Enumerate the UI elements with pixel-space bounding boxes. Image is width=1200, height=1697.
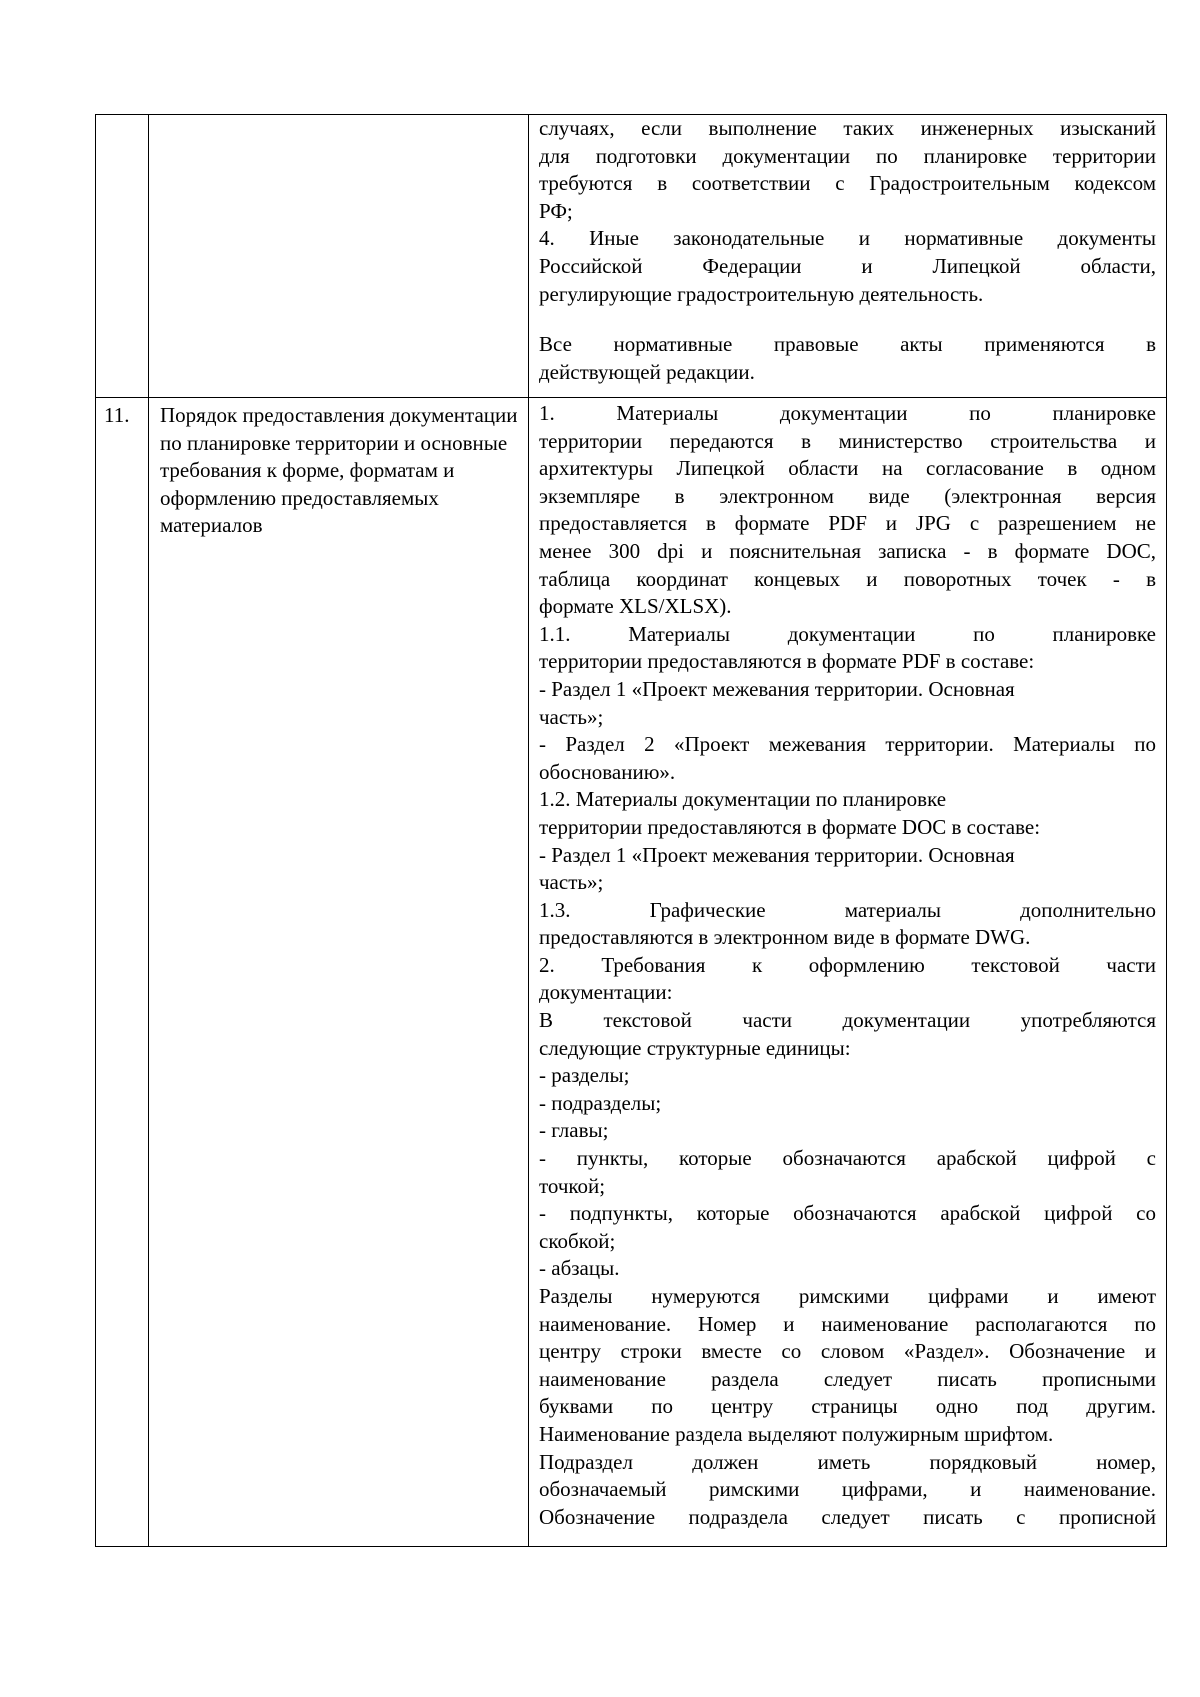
requirement-content [529,115,1167,398]
requirement-name [149,115,529,398]
content-line: - Раздел 1 «Проект межевания территории. Основная [539,842,1015,867]
content-line: Наименование раздела выделяют полужирным шрифтом. [539,1421,1054,1446]
content-line: наименование. Номер и наименование располагаются по [539,1311,1156,1336]
content-line: следующие структурные единицы: [539,1035,851,1060]
row-number: 11. [96,398,149,1547]
content-line: предоставляются в электронном виде в формате DWG. [539,925,1031,950]
table-row [96,398,1167,1547]
content-line: предоставляется в формате PDF и JPG с разрешением не [539,511,1156,536]
content-line: - главы; [539,1118,609,1143]
content-line: центру строки вместе со словом «Раздел». Обозначение и [539,1339,1156,1364]
content-line: 4. Иные законодательные и нормативные документы [539,226,1156,251]
content-line: - подразделы; [539,1090,662,1115]
content-line: - подпункты, которые обозначаются арабской цифрой со [539,1201,1156,1226]
requirement-name: Порядок предоставления документации по планировке территории и основные требования к форме, форматам и оформлению предоставляемых материалов [149,398,529,1547]
content-line: - разделы; [539,1063,630,1088]
content-line: для подготовки документации по планировке территории [539,143,1156,168]
content-line: обозначаемый римскими цифрами, и наименование. [539,1477,1156,1502]
content-line: территории передаются в министерство строительства и [539,428,1156,453]
table-row [96,115,1167,398]
content-line: регулирующие градостроительную деятельность. [539,281,984,306]
content-line: формате XLS/XLSX). [539,594,732,619]
content-line: - Раздел 1 «Проект межевания территории. Основная [539,676,1015,701]
content-line: Обозначение подраздела следует писать с прописной [539,1504,1156,1529]
content-line: буквами по центру страницы одно под другим. [539,1394,1156,1419]
content-line: часть»; [539,704,604,729]
content-line: архитектуры Липецкой области на согласование в одном [539,456,1156,481]
content-line: Все нормативные правовые акты применяются в [539,332,1156,357]
content-line: скобкой; [539,1228,616,1253]
content-line: случаях, если выполнение таких инженерных изысканий [539,116,1156,140]
content-line: наименование раздела следует писать прописными [539,1366,1156,1391]
row-number [96,115,149,398]
content-line: РФ; [539,198,573,223]
content-line: Разделы нумеруются римскими цифрами и имеют [539,1284,1156,1308]
content-line: экземпляре в электронном виде (электронная версия [539,483,1156,508]
content-line: 2. Требования к оформлению текстовой части [539,952,1156,977]
content-line: территории предоставляются в формате DOC в составе: [539,814,1041,839]
content-line: 1.2. Материалы документации по планировке [539,787,947,812]
content-line: 1. Материалы документации по планировке [539,401,1156,425]
content-line: Подраздел должен иметь порядковый номер, [539,1449,1156,1474]
content-line: Российской Федерации и Липецкой области, [539,253,1156,278]
content-line: - пункты, которые обозначаются арабской цифрой с [539,1146,1156,1171]
content-line: 1.1. Материалы документации по планировке [539,621,1156,646]
content-line: действующей редакции. [539,359,755,384]
requirements-table [95,114,1167,1547]
content-line: менее 300 dpi и пояснительная записка - в формате DOC, [539,538,1156,563]
content-line: точкой; [539,1173,606,1198]
content-line: часть»; [539,870,604,895]
content-line: - абзацы. [539,1256,620,1281]
content-line: территории предоставляются в формате PDF в составе: [539,649,1035,674]
content-line: обоснованию». [539,759,676,784]
content-line: таблица координат концевых и поворотных точек - в [539,566,1156,591]
content-line: 1.3. Графические материалы дополнительно [539,897,1156,922]
content-line: В текстовой части документации употребляются [539,1008,1156,1033]
content-line: документации: [539,980,673,1005]
requirement-content [529,398,1167,1547]
content-line: - Раздел 2 «Проект межевания территории. Материалы по [539,732,1156,757]
content-line: требуются в соответствии с Градостроительным кодексом [539,171,1156,196]
